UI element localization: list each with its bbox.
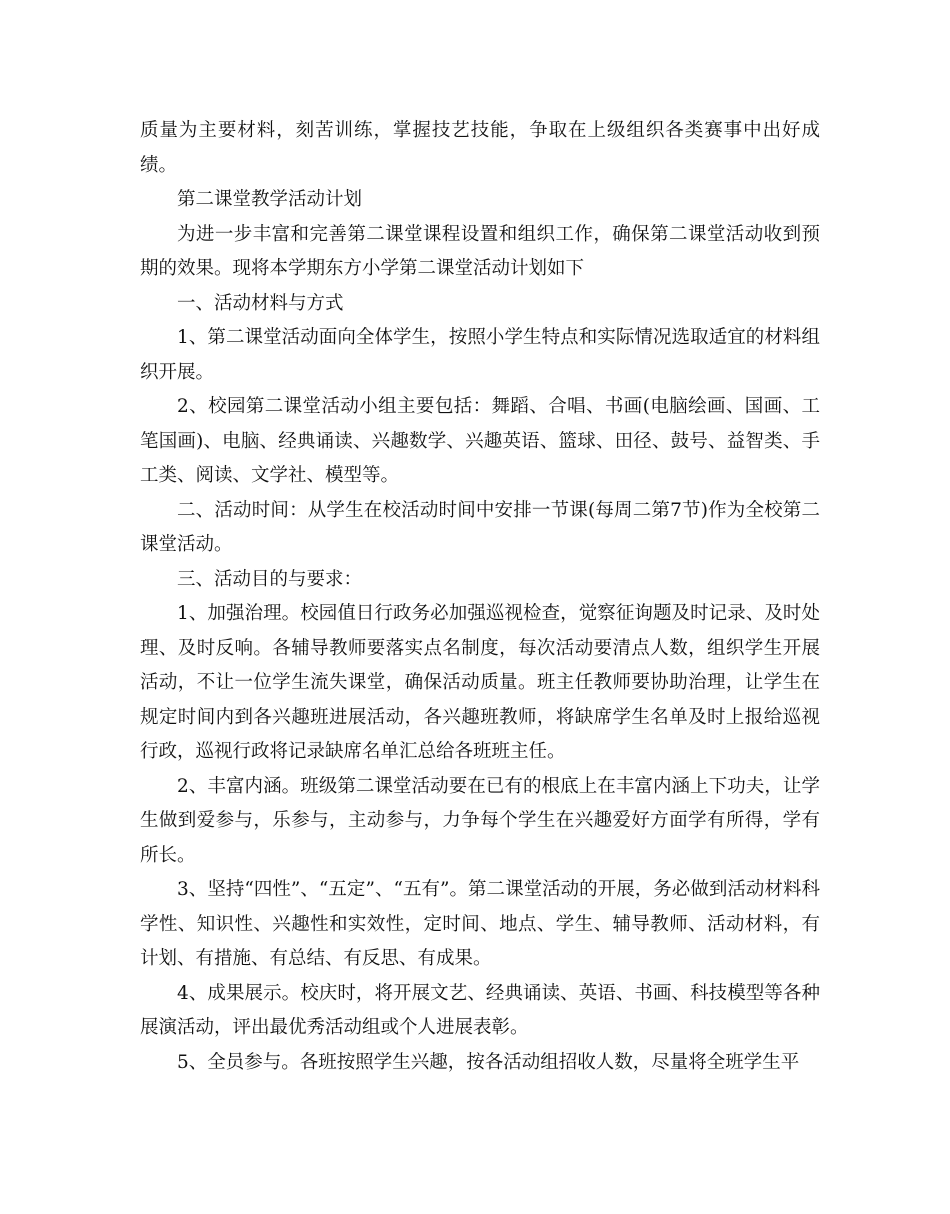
paragraph: 1、第二课堂活动面向全体学生，按照小学生特点和实际情况选取适宜的材料组织开展。 <box>140 327 820 383</box>
document-body <box>140 114 820 1080</box>
paragraph: 5、全员参与。各班按照学生兴趣，按各活动组招收人数，尽量将全班学生平 <box>177 1051 800 1073</box>
paragraph: 3、坚持“四性”、“五定”、“五有”。第二课堂活动的开展，务必做到活动材料科学性、知识性、兴趣性和实效性，定时间、地点、学生、辅导教师、活动材料，有计划、有措施、有总结、有反思、有成果。 <box>140 879 820 969</box>
paragraph: 2、丰富内涵。班级第二课堂活动要在已有的根底上在丰富内涵上下功夫，让学生做到爱参与，乐参与，主动参与，力争每个学生在兴趣爱好方面学有所得，学有所长。 <box>140 775 820 866</box>
paragraph: 4、成果展示。校庆时，将开展文艺、经典诵读、英语、书画、科技模型等各种展演活动，评出最优秀活动组或个人进展表彰。 <box>140 982 820 1038</box>
section-heading: 三、活动目的与要求： <box>177 568 363 590</box>
paragraph: 1、加强治理。校园值日行政务必加强巡视检查，觉察征询题及时记录、及时处理、及时反响。各辅导教师要落实点名制度，每次活动要清点人数，组织学生开展活动，不让一位学生流失课堂，确保活动质量。班主任教师要协助治理，让学生在规定时间内到各兴趣班进展活动，各兴趣班教师，将缺席学生名单及时上报给巡视行政，巡视行政将记录缺席名单汇总给各班班主任。 <box>140 603 820 762</box>
paragraph: 质量为主要材料，刻苦训练，掌握技艺技能，争取在上级组织各类赛事中出好成绩。 <box>140 120 820 176</box>
section-heading: 二、活动时间：从学生在校活动时间中安排一节课(每周二第7节)作为全校第二课堂活动。 <box>140 499 820 555</box>
paragraph: 2、校园第二课堂活动小组主要包括：舞蹈、合唱、书画(电脑绘画、国画、工笔国画)、电脑、经典诵读、兴趣数学、兴趣英语、篮球、田径、鼓号、益智类、手工类、阅读、文学社、模型等。 <box>140 396 820 486</box>
section-title: 第二课堂教学活动计划 <box>177 189 363 210</box>
paragraph: 为进一步丰富和完善第二课堂课程设置和组织工作，确保第二课堂活动收到预期的效果。现将本学期东方小学第二课堂活动计划如下 <box>140 223 820 279</box>
section-heading: 一、活动材料与方式 <box>177 292 344 314</box>
